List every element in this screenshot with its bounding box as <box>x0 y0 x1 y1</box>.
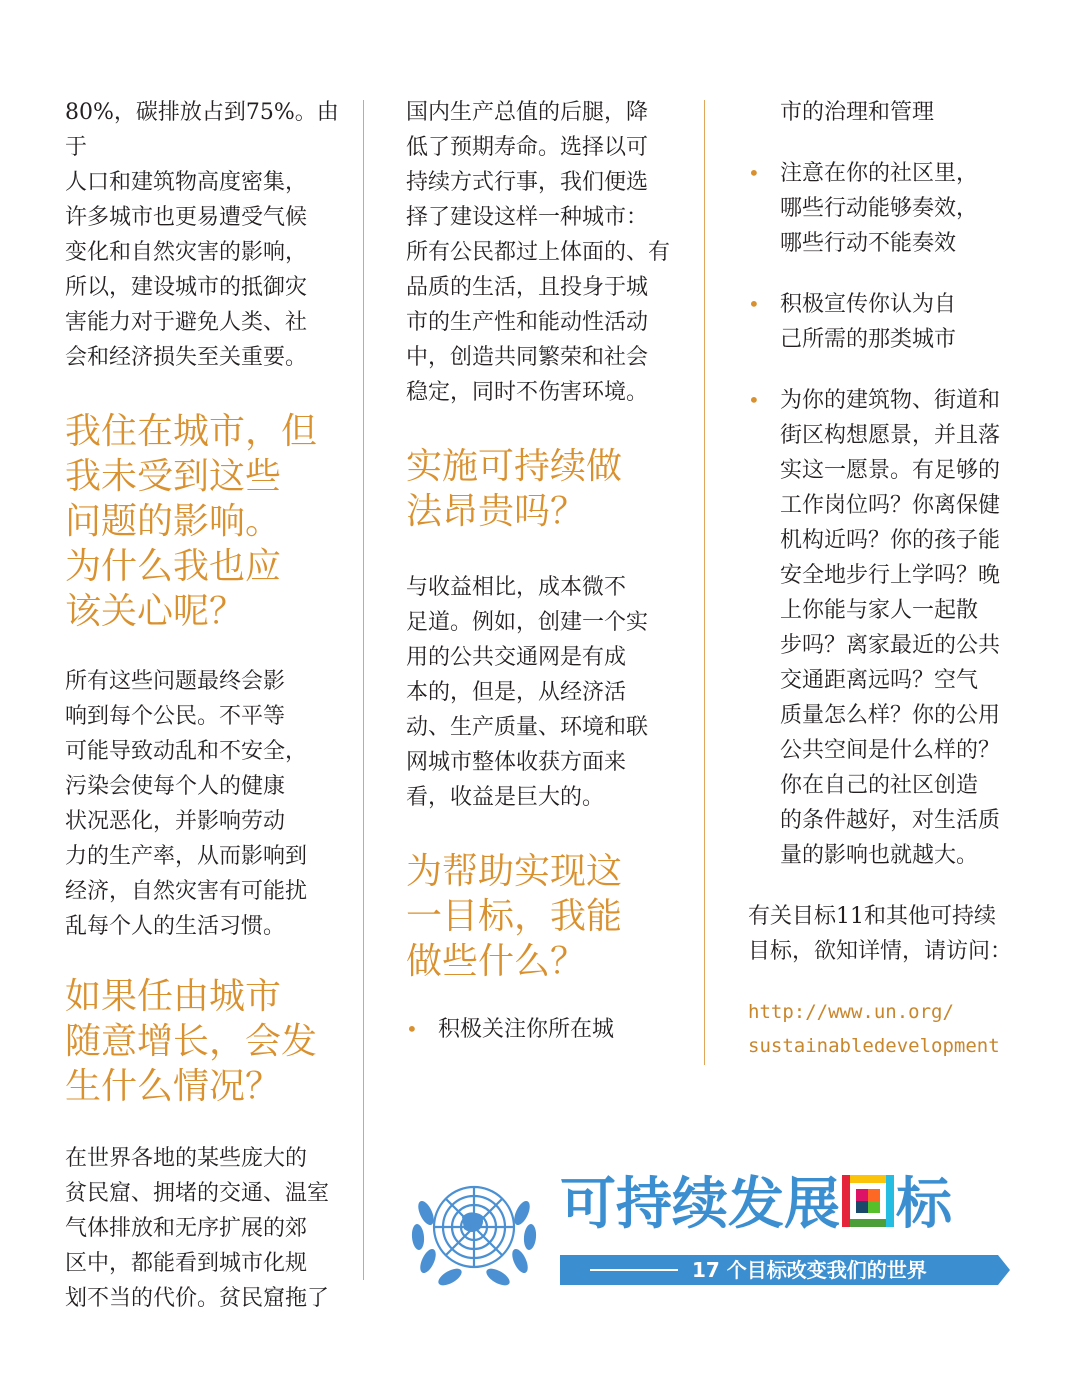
list-item-continued: 市的治理和管理 <box>780 100 935 125</box>
paragraph-uncontrolled-growth: 在世界各地的某些庞大的 贫民窟、拥堵的交通、温室 气体排放和无序扩展的郊 区中，都能看到城市化规 划不当的代价。贫民窟拖了 <box>65 1146 330 1311</box>
heading-is-it-expensive: 实施可持续做 法昂贵吗？ <box>406 446 623 532</box>
sdg-tagline-banner <box>560 1255 1010 1285</box>
heading-why-care: 我住在城市，但 我未受到这些 问题的影响。 为什么我也应 该关心呢？ <box>65 411 318 632</box>
list-item: • 为你的建筑物、街道和 街区构想愿景，并且落 实这一愿景。有足够的 工作岗位吗？你离保健 机构近吗？你的孩子能 安全地步行上学吗？晚 上你能与家人一起散 步吗？离家最近的公共 交通距离远吗？空气 质量怎么样？你的公用 公共空间是什么样的？ 你在自己的社区创造 的条件越好，对生活质 量的影响也就越大。 <box>748 383 1048 873</box>
bullet-icon: • <box>748 388 760 412</box>
heading-uncontrolled-growth: 如果任由城市 随意增长，会发 生什么情况？ <box>65 976 318 1107</box>
action-list <box>406 1012 691 1047</box>
sdg-wheel-tile-icon <box>840 1173 896 1229</box>
paragraph-continued: 国内生产总值的后腿，降 低了预期寿命。选择以可 持续方式行事，我们便选 择了建设这样一种城市： 所有公民都过上体面的、有 品质的生活，且投身于城 市的生产性和能动性活动 中，创造共同繁荣和社会 稳定，同时不伤害环境。 <box>406 100 671 405</box>
bullet-icon: • <box>748 161 760 185</box>
un-emblem-logo <box>404 1175 544 1290</box>
heading-what-can-i-do: 为帮助实现这 一目标，我能 做些什么？ <box>406 851 623 982</box>
column-2 <box>406 95 691 1047</box>
list-item: • 注意在你的社区里， 哪些行动能够奏效， 哪些行动不能奏效 <box>748 156 1048 261</box>
paragraph-why-care: 所有这些问题最终会影 响到每个公民。不平等 可能导致动乱和不安全， 污染会使每个人的健康 状况恶化，并影响劳动 力的生产率，从而影响到 经济，自然灾害有可能扰 乱每个人的生活习惯。 <box>65 669 308 939</box>
more-info-text: 有关目标11和其他可持续 目标，欲知详情，请访问： <box>748 904 1013 964</box>
list-item: • 积极宣传你认为自 己所需的那类城市 <box>748 287 1048 357</box>
paragraph-is-it-expensive: 与收益相比，成本微不 足道。例如，创建一个实 用的公共交通网是有成 本的，但是，从经济活 动、生产质量、环境和联 网城市整体收获方面来 看，收益是巨大的。 <box>406 575 649 810</box>
sdg-logotype: 可持续发展 标 <box>560 1172 952 1237</box>
column-1 <box>65 95 340 1316</box>
paragraph-intro: 80%，碳排放占到75%。由于 人口和建筑物高度密集， 许多城市也更易遭受气候 变化和自然灾害的影响， 所以，建设城市的抵御灾 害能力对于避免人类、社 会和经济损失至关重要。 <box>65 100 339 370</box>
column-divider <box>704 100 705 1065</box>
column-3 <box>748 95 1048 1063</box>
bullet-icon: • <box>406 1017 418 1041</box>
bullet-icon: • <box>748 292 760 316</box>
sdg-link[interactable]: http://www.un.org/ sustainabledevelopment <box>748 1001 1000 1057</box>
banner-text: 17 个目标改变我们的世界 <box>692 1258 927 1282</box>
action-list-continued <box>748 156 1048 873</box>
list-item: • 积极关注你所在城 <box>406 1012 691 1047</box>
column-divider <box>363 100 364 1280</box>
